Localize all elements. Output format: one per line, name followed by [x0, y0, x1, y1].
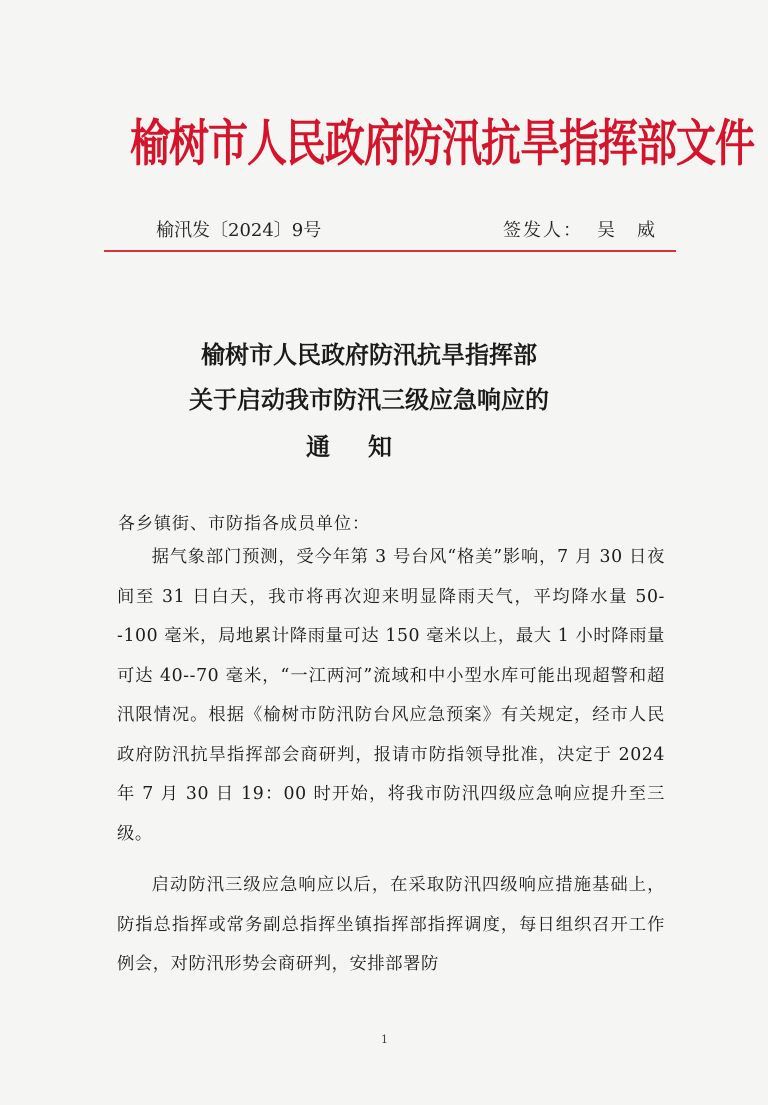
page-number: 1	[381, 1033, 388, 1046]
issuer-header-title: 榆树市人民政府防汛抗旱指挥部文件	[130, 115, 754, 173]
signer-label: 签发人：	[503, 220, 583, 241]
body-paragraph-1: 据气象部门预测，受今年第 3 号台风“格美”影响，7 月 30 日夜间至 31 日白天，我市将再次迎来明显降雨天气，平均降水量 50--100 毫米，局地累计降雨量可达 150 毫米以上，最大 1 小时降雨量可达 40--70 毫米，“一江两河”流域和中小型水库可能出现超警和超汛限情况。根据《榆树市防汛防台风应急预案》有关规定，经市人民政府防汛抗旱指挥部会商研判，报请市防指领导批准，决定于 2024 年 7 月 30 日 19：00 时开始，将我市防汛四级应急响应提升至三级。	[117, 547, 665, 844]
document-title-line-1: 榆树市人民政府防汛抗旱指挥部	[201, 341, 537, 369]
salutation: 各乡镇街、市防指各成员单位：	[118, 514, 370, 534]
signer-line	[503, 216, 677, 242]
document-title-line-3: 通知	[306, 433, 430, 461]
signer-name: 吴威	[597, 220, 677, 241]
document-number: 榆汛发〔2024〕9号	[156, 220, 322, 241]
header-red-divider	[104, 250, 676, 252]
body-paragraph-2: 启动防汛三级应急响应以后，在采取防汛四级响应措施基础上，防指总指挥或常务副总指挥坐镇指挥部指挥调度，每日组织召开工作例会，对防汛形势会商研判，安排部署防	[117, 875, 665, 974]
document-title-line-2: 关于启动我市防汛三级应急响应的	[189, 386, 549, 414]
